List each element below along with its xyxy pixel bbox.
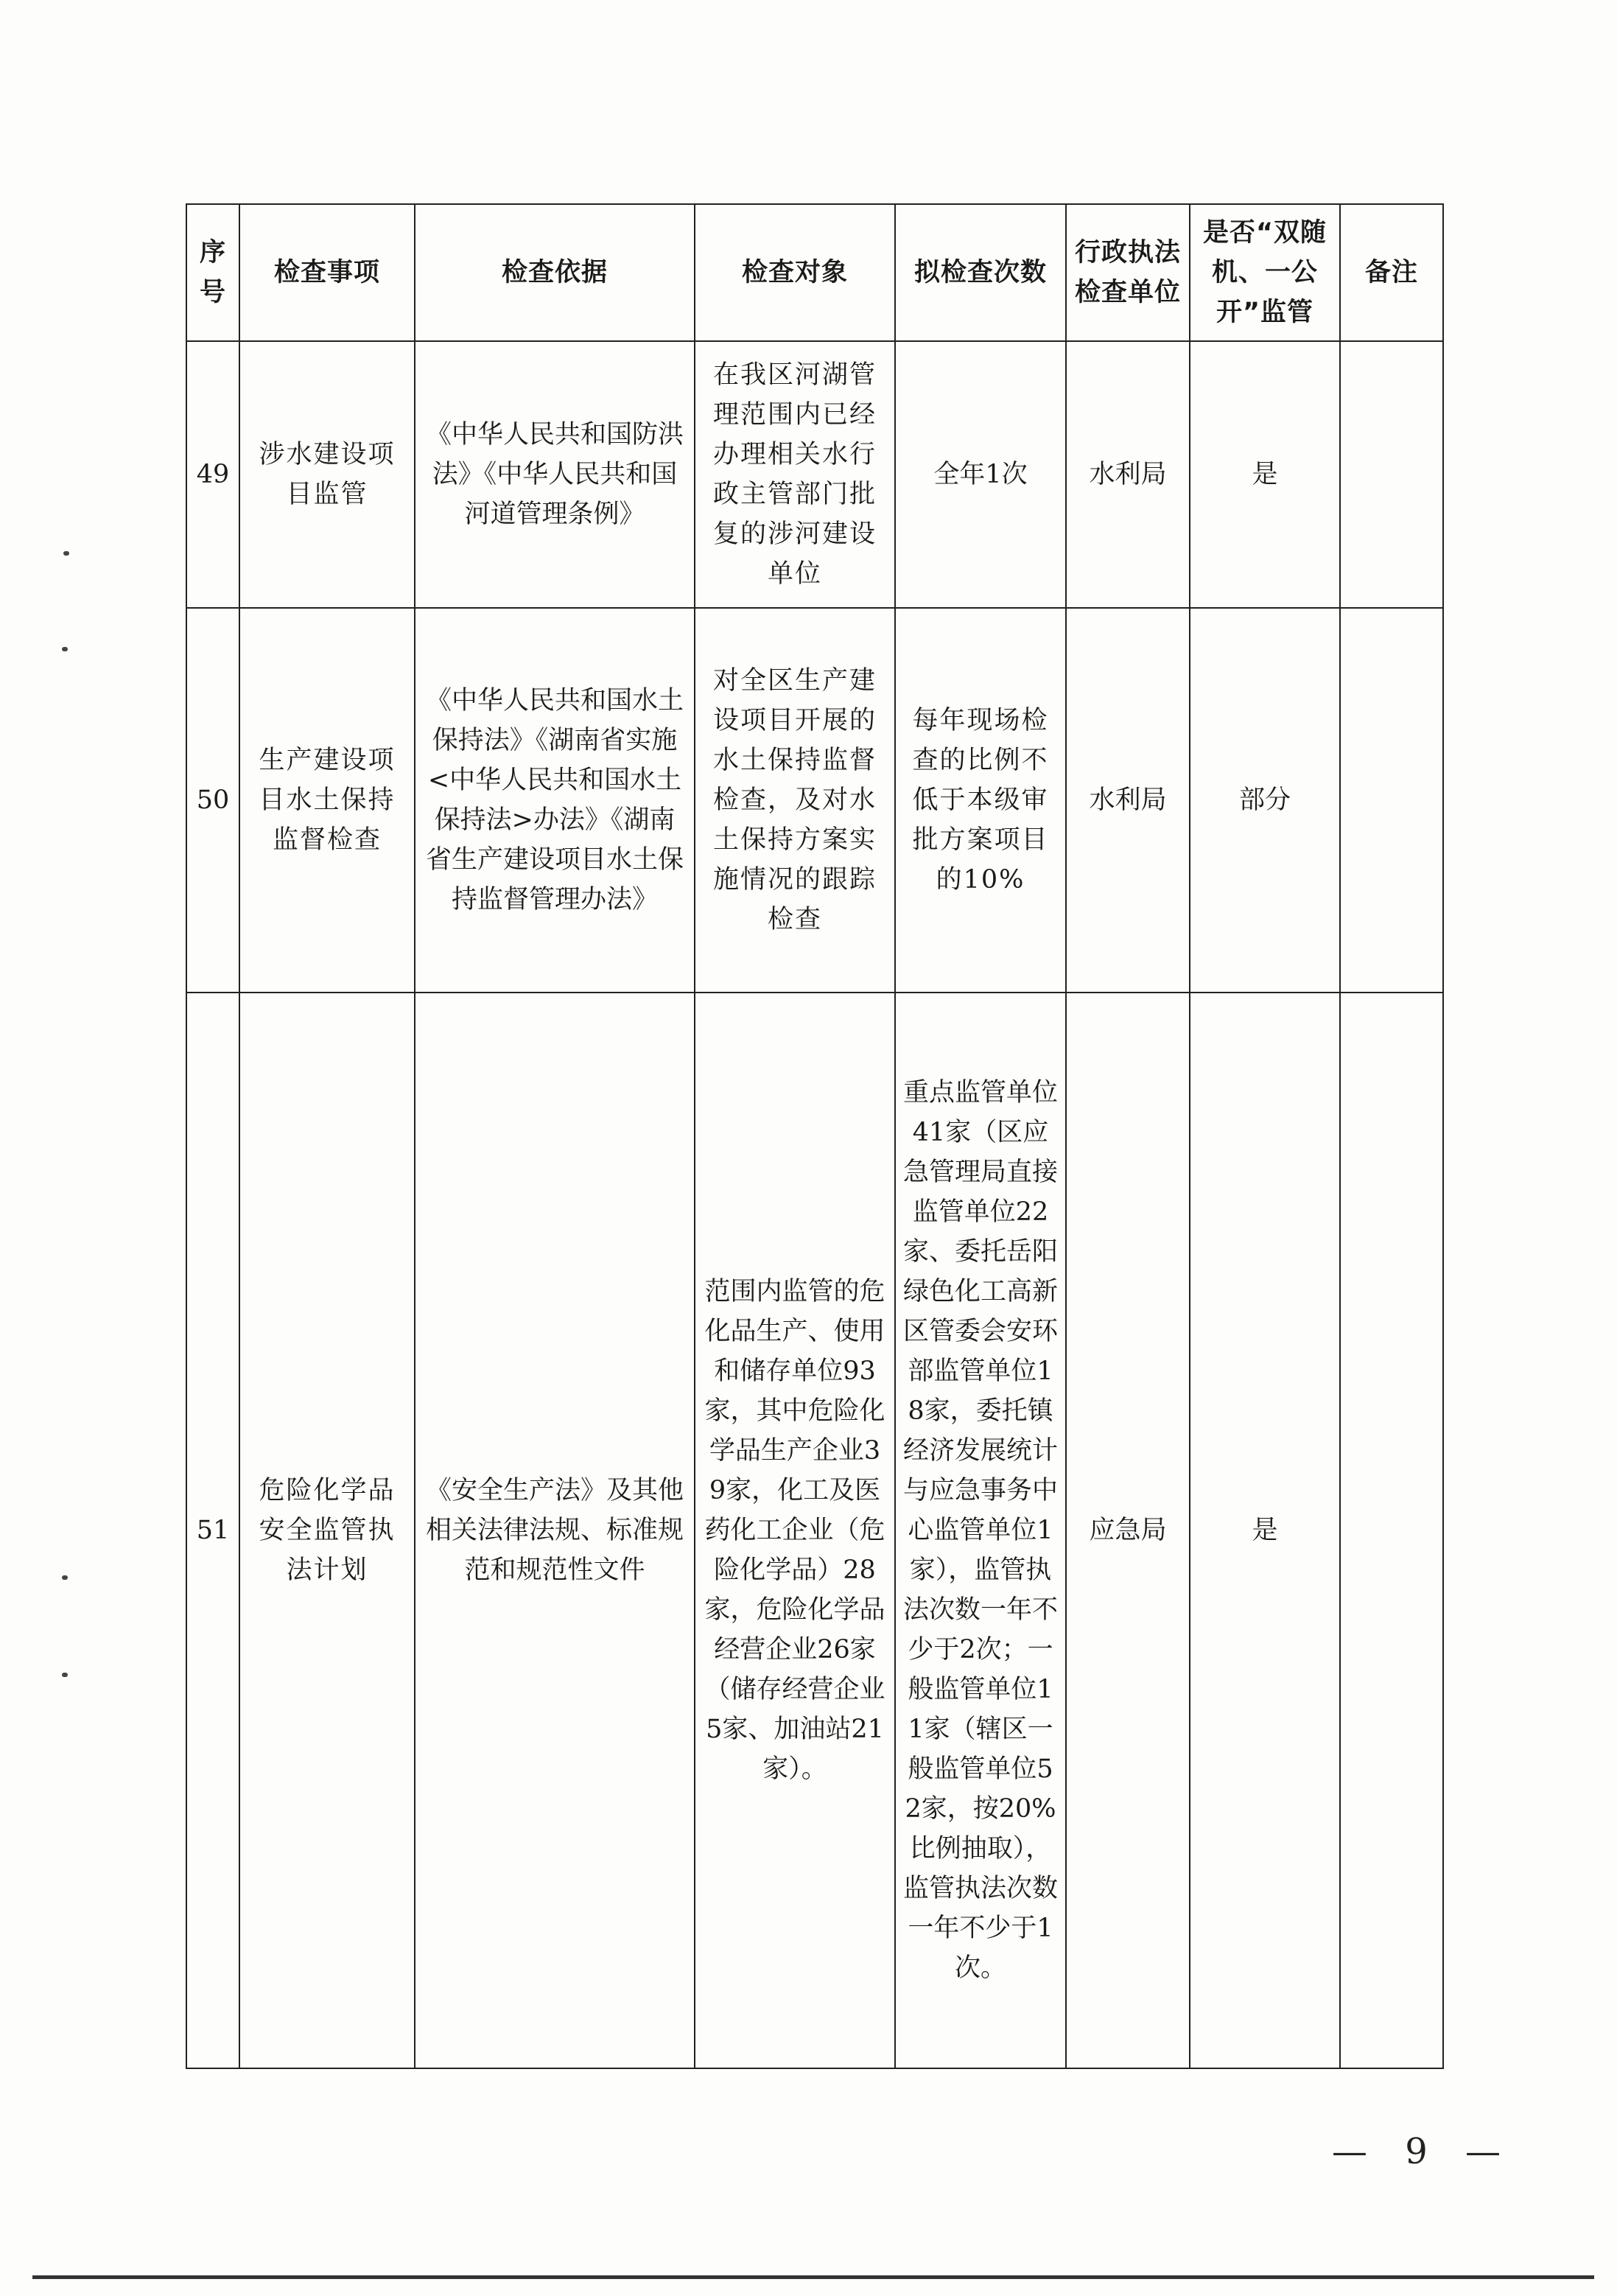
cell-basis: 《中华人民共和国水土保持法》《湖南省实施<中华人民共和国水土保持法>办法》《湖南省生产建设项目水土保持监督管理办法》 <box>415 608 695 993</box>
cell-target: 范围内监管的危化品生产、使用和储存单位93家，其中危险化学品生产企业39家，化工及医药化工企业（危险化学品）28家，危险化学品经营企业26家（储存经营企业5家、加油站21家）。 <box>695 993 895 2068</box>
cell-seq: 51 <box>186 993 239 2068</box>
cell-remark <box>1340 993 1443 2068</box>
header-item: 检查事项 <box>239 204 415 341</box>
scan-speck <box>62 1575 68 1580</box>
cell-remark <box>1340 608 1443 993</box>
cell-remark <box>1340 341 1443 608</box>
cell-seq: 49 <box>186 341 239 608</box>
cell-times: 全年1次 <box>895 341 1066 608</box>
cell-item: 生产建设项目水土保持监督检查 <box>239 608 415 993</box>
page-number: — 9 — <box>1332 2131 1515 2172</box>
cell-basis: 《中华人民共和国防洪法》《中华人民共和国河道管理条例》 <box>415 341 695 608</box>
table-header-row <box>186 204 1443 341</box>
cell-unit: 水利局 <box>1066 608 1190 993</box>
cell-target: 对全区生产建设项目开展的水土保持监督检查，及对水土保持方案实施情况的跟踪检查 <box>695 608 895 993</box>
cell-item: 涉水建设项目监管 <box>239 341 415 608</box>
header-times: 拟检查次数 <box>895 204 1066 341</box>
cell-target: 在我区河湖管理范围内已经办理相关水行政主管部门批复的涉河建设单位 <box>695 341 895 608</box>
table-row <box>186 993 1443 2068</box>
header-target: 检查对象 <box>695 204 895 341</box>
scan-speck <box>62 647 68 651</box>
header-seq: 序号 <box>186 204 239 341</box>
header-unit: 行政执法检查单位 <box>1066 204 1190 341</box>
cell-times: 重点监管单位41家（区应急管理局直接监管单位22家、委托岳阳绿色化工高新区管委会安环部监管单位18家，委托镇经济发展统计与应急事务中心监管单位1家），监管执法次数一年不少于2次；一般监管单位11家（辖区一般监管单位52家，按20%比例抽取），监管执法次数一年不少于1次。 <box>895 993 1066 2068</box>
table-row <box>186 341 1443 608</box>
header-basis: 检查依据 <box>415 204 695 341</box>
cell-item: 危险化学品安全监管执法计划 <box>239 993 415 2068</box>
table-row <box>186 608 1443 993</box>
cell-double-random: 部分 <box>1190 608 1340 993</box>
cell-unit: 水利局 <box>1066 341 1190 608</box>
cell-double-random: 是 <box>1190 341 1340 608</box>
cell-seq: 50 <box>186 608 239 993</box>
cell-basis: 《安全生产法》及其他相关法律法规、标准规范和规范性文件 <box>415 993 695 2068</box>
inspection-table <box>186 203 1444 2069</box>
scan-speck <box>63 551 69 556</box>
bottom-scan-border <box>32 2275 1594 2279</box>
cell-times: 每年现场检查的比例不低于本级审批方案项目的10% <box>895 608 1066 993</box>
header-double-random: 是否“双随机、一公开”监管 <box>1190 204 1340 341</box>
cell-unit: 应急局 <box>1066 993 1190 2068</box>
cell-double-random: 是 <box>1190 993 1340 2068</box>
header-remark: 备注 <box>1340 204 1443 341</box>
scan-speck <box>62 1673 68 1677</box>
